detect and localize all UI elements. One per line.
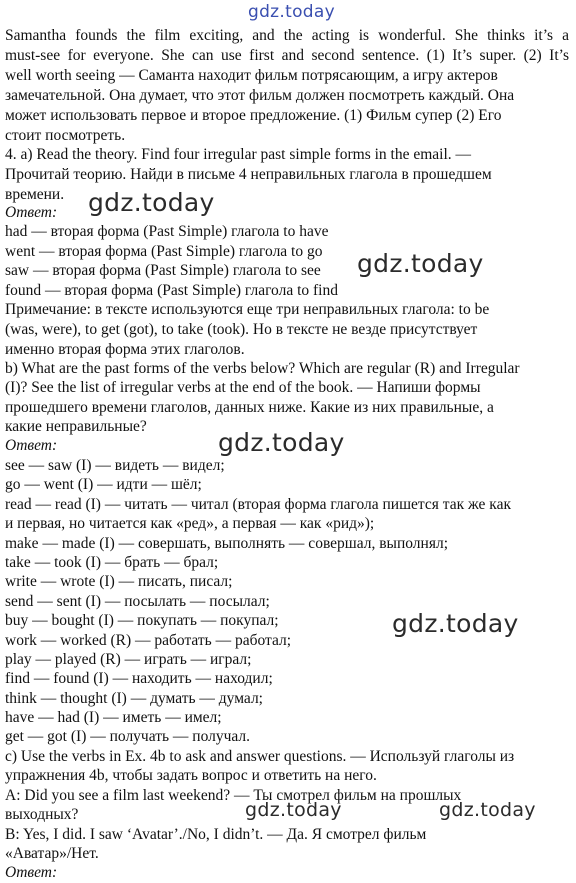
text-line: c) Use the verbs in Ex. 4b to ask and answer questions. — Используй глаголы из xyxy=(5,748,515,765)
text-line: saw — вторая форма (Past Simple) глагола to see xyxy=(5,262,321,279)
verb-line: have — had (I) — иметь — имел; xyxy=(5,709,222,726)
text-line: Примечание: в тексте используются еще три неправильных глагола: to be xyxy=(5,301,490,318)
verb-line: и первая, но читается как «ред», а первая — как «рид»); xyxy=(5,515,375,532)
verb-line: think — thought (I) — думать — думал; xyxy=(5,690,263,707)
watermark-top: gdz.today xyxy=(248,2,335,22)
text-line: именно вторая форма этих глаголов. xyxy=(5,341,245,358)
watermark: gdz.today xyxy=(392,609,519,638)
text-line: 4. a) Read the theory. Find four irregular past simple forms in the email. — xyxy=(5,146,472,163)
text-line: какие неправильные? xyxy=(5,418,147,435)
verb-line: send — sent (I) — посылать — посылал; xyxy=(5,593,270,610)
verb-line: make — made (I) — совершать, выполнять — совершал, выполнял; xyxy=(5,535,449,552)
text-line: B: Yes, I did. I saw ‘Avatar’./No, I didn’t. — Да. Я смотрел фильм xyxy=(5,826,427,843)
verb-line: play — played (R) — играть — играл; xyxy=(5,651,252,668)
text-line: времени. xyxy=(5,186,65,203)
watermark: gdz.today xyxy=(88,188,215,217)
text-line: Прочитай теорию. Найди в письме 4 неправильных глагола в прошедшем xyxy=(5,166,492,183)
text-line: выходных? xyxy=(5,806,79,823)
text-line: прошедшего времени глаголов, данных ниже. Какие из них правильные, а xyxy=(5,399,494,416)
text-line: well worth seeing — Саманта находит фильм потрясающим, а игру актеров xyxy=(5,67,498,84)
watermark: gdz.today xyxy=(245,799,342,821)
verb-line: buy — bought (I) — покупать — покупал; xyxy=(5,612,279,629)
watermark: gdz.today xyxy=(357,249,484,278)
text-line: Samantha founds the film exciting, and the acting is wonderful. She thinks it’s a xyxy=(5,27,569,44)
watermark: gdz.today xyxy=(218,428,345,457)
verb-line: find — found (I) — находить — находил; xyxy=(5,670,273,687)
text-line: must-see for everyone. She can use first and second sentence. (1) It’s super. (2) It’s xyxy=(5,47,569,64)
verb-line: see — saw (I) — видеть — видел; xyxy=(5,457,225,474)
watermark: gdz.today xyxy=(439,799,536,821)
verb-line: take — took (I) — брать — брал; xyxy=(5,554,219,571)
answer-label: Ответ: xyxy=(5,864,58,881)
verb-line: write — wrote (I) — писать, писал; xyxy=(5,573,233,590)
text-line: замечательной. Она думает, что этот фильм должен посмотреть каждый. Она xyxy=(5,87,515,104)
text-line: went — вторая форма (Past Simple) глагола to go xyxy=(5,243,323,260)
text-line: had — вторая форма (Past Simple) глагола to have xyxy=(5,223,329,240)
verb-line: get — got (I) — получать — получал. xyxy=(5,728,251,745)
text-line: (was, were), to get (got), to take (took). Но в тексте не везде присутствует xyxy=(5,321,478,338)
answer-label: Ответ: xyxy=(5,437,58,454)
answer-label: Ответ: xyxy=(5,204,58,221)
verb-line: go — went (I) — идти — шёл; xyxy=(5,476,202,493)
text-line: found — вторая форма (Past Simple) глагола to find xyxy=(5,282,338,299)
text-line: упражнения 4b, чтобы задать вопрос и ответить на него. xyxy=(5,767,377,784)
text-line: b) What are the past forms of the verbs below? Which are regular (R) and Irregular xyxy=(5,360,520,377)
text-line: (I)? See the list of irregular verbs at the end of the book. — Напиши формы xyxy=(5,379,481,396)
verb-line: read — read (I) — читать — читал (вторая форма глагола пишется так же как xyxy=(5,496,511,513)
text-line: может использовать первое и второе предложение. (1) Фильм супер (2) Его xyxy=(5,107,502,124)
text-line: стоит посмотреть. xyxy=(5,127,126,144)
text-line: «Аватар»/Нет. xyxy=(5,845,99,862)
text-line: A: Did you see a film last weekend? — Ты смотрел фильм на прошлых xyxy=(5,787,462,804)
verb-line: work — worked (R) — работать — работал; xyxy=(5,632,292,649)
